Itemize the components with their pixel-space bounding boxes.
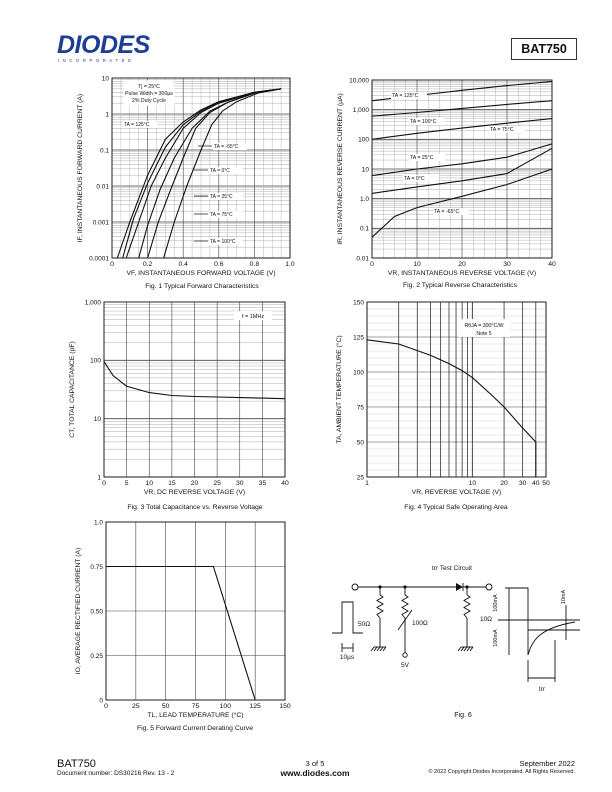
y-tick-label: 1 — [97, 474, 101, 482]
x-tick-label: 5 — [124, 480, 129, 487]
x-tick-label: 0 — [102, 480, 106, 487]
ground-hatch — [464, 647, 467, 651]
ground-hatch — [380, 647, 383, 651]
fig3-chart — [69, 299, 289, 511]
resistor — [377, 595, 383, 618]
x-tick-label: 0 — [104, 703, 108, 710]
brand-logo: DIODES — [57, 31, 150, 59]
y-tick-label: 1.0 — [93, 519, 103, 527]
y-tick-label: 50 — [356, 439, 364, 447]
recovery-waveform — [505, 588, 528, 655]
y-tick-label: 25 — [356, 474, 364, 482]
x-tick-label: 30 — [503, 261, 511, 268]
fig4-chart — [335, 299, 550, 511]
y-axis-label: CT, TOTAL CAPACITANCE (pF) — [69, 341, 76, 438]
x-tick-label: 15 — [168, 480, 176, 487]
y-tick-label: 1.0 — [359, 195, 369, 203]
resistor — [402, 595, 408, 618]
x-tick-label: 0 — [110, 261, 114, 268]
x-tick-label: 10 — [145, 480, 154, 487]
y-tick-label: 10 — [101, 75, 109, 83]
series-label: TA = 75°C — [210, 212, 233, 218]
ground-hatch — [458, 647, 461, 651]
input-terminal — [352, 584, 358, 590]
ground-hatch — [371, 647, 374, 651]
series-label: TA = 100°C — [210, 239, 236, 245]
conditions-text: Tj = 25°C — [138, 84, 160, 90]
recovery-curve — [528, 622, 575, 655]
y-axis-label: IO, AVERAGE RECTIFIED CURRENT (A) — [75, 547, 82, 675]
y-tick-label: 1,000 — [352, 106, 369, 114]
supply-terminal — [403, 653, 407, 657]
series-label: TA = 125°C — [124, 122, 150, 128]
y-tick-label: 1,000 — [84, 299, 101, 307]
y-tick-label: 10,000 — [349, 77, 369, 85]
x-tick-label: 25 — [213, 480, 221, 487]
circuit-title: trr Test Circuit — [432, 565, 472, 572]
pulse-waveform — [332, 602, 363, 633]
ground-hatch — [467, 647, 470, 651]
x-tick-label: 35 — [258, 480, 267, 487]
resistor — [464, 595, 470, 618]
y-tick-label: 0 — [99, 697, 103, 705]
y-axis-label: TA, AMBIENT TEMPERATURE (°C) — [336, 335, 343, 444]
brand-tagline: INCORPORATED — [58, 58, 135, 63]
x-tick-label: 0 — [370, 261, 374, 268]
resistor-label: 50Ω — [358, 621, 371, 628]
ground-hatch — [383, 647, 386, 651]
x-axis-label: VR, REVERSE VOLTAGE (V) — [411, 489, 502, 496]
y-tick-label: 10 — [93, 415, 101, 423]
current-label: 100mA — [493, 594, 499, 612]
voltage-label: 5V — [401, 662, 409, 669]
x-axis-label: TL, LEAD TEMPERATURE (°C) — [147, 712, 244, 719]
figure-caption: Fig. 1 Typical Forward Characteristics — [145, 283, 259, 290]
footer-url[interactable]: www.diodes.com — [280, 768, 350, 778]
x-axis-label: VF, INSTANTANEOUS FORWARD VOLTAGE (V) — [126, 270, 276, 277]
figure-caption: Fig. 4 Typical Safe Operating Area — [404, 504, 508, 511]
y-tick-label: 0.50 — [90, 608, 103, 616]
chart-annotation: Note 5 — [476, 331, 492, 337]
figure-caption: Fig. 2 Typical Reverse Characteristics — [403, 282, 517, 289]
y-tick-label: 75 — [356, 404, 364, 412]
x-tick-label: 20 — [190, 480, 199, 487]
y-tick-label: 0.01 — [96, 183, 109, 191]
y-tick-label: 0.0001 — [89, 255, 109, 263]
ground-hatch — [461, 647, 464, 651]
footer-copyright: © 2022 Copyright Diodes Incorporated. All Rights Reserved. — [428, 769, 575, 775]
current-label: 10mA — [561, 589, 567, 605]
x-tick-label: 1.0 — [285, 261, 295, 268]
series-line — [367, 340, 536, 477]
diode-symbol — [456, 583, 463, 591]
conditions-text: 2% Duty Cycle — [131, 98, 167, 104]
x-tick-label: 50 — [542, 480, 550, 487]
x-tick-label: 75 — [191, 703, 200, 710]
x-tick-label: 0.2 — [142, 261, 153, 268]
y-tick-label: 0.01 — [356, 255, 369, 263]
y-tick-label: 0.1 — [99, 147, 109, 155]
resistor-label: 10Ω — [479, 616, 493, 623]
x-tick-label: 30 — [518, 480, 527, 487]
pulse-label: 10µs — [339, 654, 355, 661]
footer-doc-number: Document number: DS30216 Rev. 13 - 2 — [57, 770, 175, 777]
fig2-chart — [337, 77, 556, 289]
series-label: TA = 75°C — [490, 127, 514, 133]
x-tick-label: 40 — [532, 480, 540, 487]
y-tick-label: 150 — [353, 299, 364, 307]
x-tick-label: 100 — [219, 703, 232, 710]
series-label: TA = 0°C — [210, 168, 230, 174]
plot-frame — [367, 302, 546, 477]
y-tick-label: 0.001 — [92, 219, 109, 227]
y-tick-label: 125 — [353, 334, 364, 342]
y-tick-label: 100 — [353, 369, 364, 377]
series-label: TA = 100°C — [410, 119, 437, 125]
fig5-chart — [75, 519, 291, 732]
figure-caption: Fig. 3 Total Capacitance vs. Reverse Voltage — [127, 504, 263, 511]
y-tick-label: 0.75 — [90, 563, 103, 571]
y-tick-label: 100 — [358, 136, 369, 144]
ground-hatch — [470, 647, 473, 651]
x-tick-label: 0.6 — [214, 261, 224, 268]
x-tick-label: 10 — [413, 261, 421, 268]
x-tick-label: 20 — [500, 480, 508, 487]
x-axis-label: VR, INSTANTANEOUS REVERSE VOLTAGE (V) — [387, 270, 537, 277]
ground-hatch — [377, 647, 380, 651]
y-tick-label: 0.1 — [359, 225, 369, 233]
x-tick-label: 20 — [458, 261, 466, 268]
x-tick-label: 0.4 — [178, 261, 188, 268]
series-line — [106, 567, 255, 701]
x-tick-label: 1 — [365, 480, 369, 487]
conditions-text: Pulse Width = 300µs — [125, 91, 173, 97]
footer-part: BAT750 — [57, 758, 96, 770]
series-label: TA = 0°C — [404, 176, 425, 182]
x-axis-label: VR, DC REVERSE VOLTAGE (V) — [143, 489, 246, 496]
chart-annotation: RθJA = 300°C/W — [464, 323, 504, 329]
x-tick-label: 50 — [161, 703, 170, 710]
y-tick-label: 1 — [105, 111, 109, 119]
current-label: 100mA — [493, 629, 499, 647]
figure-caption: Fig. 5 Forward Current Derating Curve — [137, 725, 253, 732]
x-tick-label: 0.8 — [249, 261, 260, 268]
footer-page: 3 of 5 — [305, 759, 325, 768]
x-tick-label: 25 — [132, 703, 140, 710]
y-axis-label: IR, INSTANTANEOUS REVERSE CURRENT (µA) — [337, 93, 344, 245]
fig6-test-circuit — [332, 565, 580, 719]
x-tick-label: 30 — [235, 480, 244, 487]
y-tick-label: 100 — [90, 357, 101, 365]
output-terminal — [486, 584, 492, 590]
x-tick-label: 10 — [468, 480, 477, 487]
trr-label: trr — [538, 686, 546, 693]
x-tick-label: 125 — [249, 703, 261, 710]
y-tick-label: 10 — [361, 166, 369, 174]
fig1-chart — [77, 75, 295, 290]
x-tick-label: 150 — [279, 703, 291, 710]
series-label: TA = -65°C — [214, 144, 239, 150]
resistor-label: 100Ω — [412, 620, 428, 627]
x-tick-label: 40 — [281, 480, 289, 487]
footer-date: September 2022 — [519, 759, 575, 768]
series-label: TA = 125°C — [392, 93, 419, 99]
x-tick-label: 40 — [548, 261, 556, 268]
series-label: TA = -65°C — [434, 209, 460, 215]
ground-hatch — [374, 647, 377, 651]
part-number-box: BAT750 — [511, 38, 577, 60]
figure-caption: Fig. 6 — [454, 712, 472, 719]
y-tick-label: 0.25 — [90, 652, 103, 660]
y-axis-label: IF, INSTANTANEOUS FORWARD CURRENT (A) — [77, 93, 84, 243]
series-label: TA = 25°C — [210, 194, 233, 200]
chart-annotation: f = 1MHz — [241, 314, 265, 320]
series-label: TA = 25°C — [410, 155, 434, 161]
